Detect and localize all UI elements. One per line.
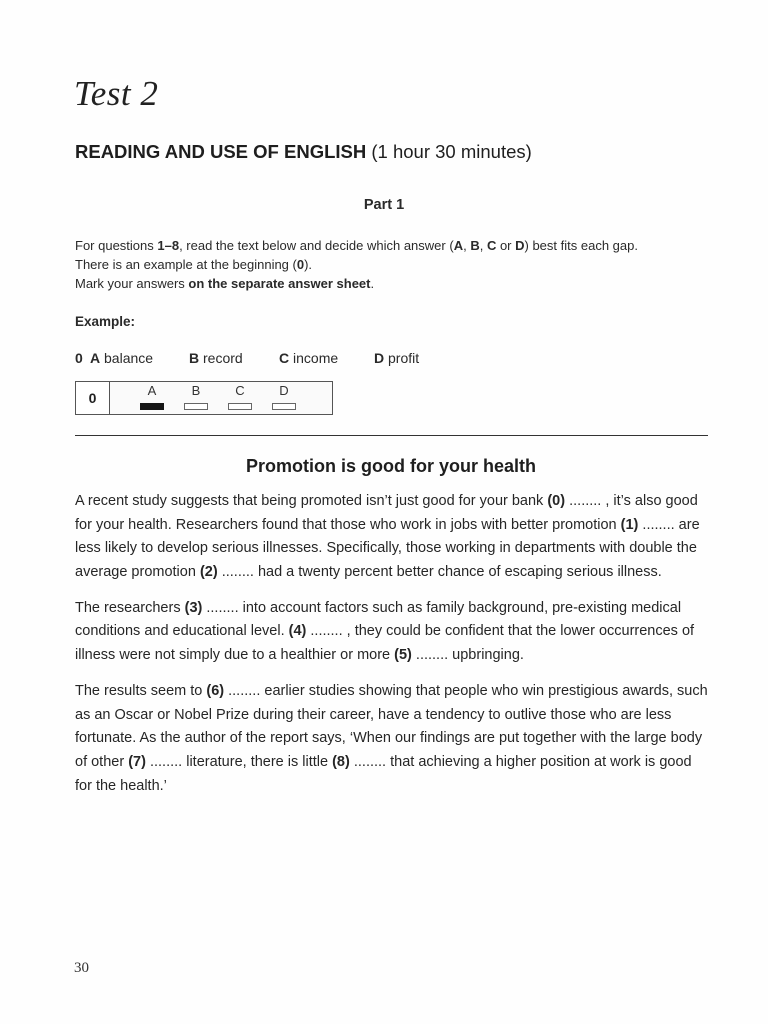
section-heading — [75, 141, 532, 163]
gap-number: (0) — [547, 493, 566, 509]
passage-text: ........ that achieving a higher position at work is good for the health.’ — [75, 753, 692, 794]
example-number-ref: 0 — [296, 257, 305, 272]
section-title: READING AND USE OF ENGLISH — [75, 141, 367, 162]
passage-text: ........ , it’s also good for your health. Researchers found that those who work in jobs with better promotion — [75, 493, 698, 533]
passage-title: Promotion is good for your health — [246, 456, 536, 476]
option-letter: A — [90, 350, 101, 366]
option-letter: B — [189, 350, 200, 366]
example-number-text: 0 — [75, 350, 83, 366]
instruction-text: ) best fits each gap. — [524, 238, 638, 253]
answer-sheet-note: on the separate answer sheet — [188, 276, 371, 291]
passage-text: A recent study suggests that being promoted isn’t just good for your bank — [75, 493, 548, 509]
option-letter: C — [279, 350, 290, 366]
passage-text: ........ into account factors such as family background, pre-existing medical conditions and educational level. — [75, 599, 682, 640]
instruction-text: , — [479, 238, 487, 253]
passage-text: ........ had a twenty percent better chance of escaping serious illness. — [217, 563, 662, 580]
passage-text: ........ earlier studies showing that people who win prestigious awards, such as an Oscar or Nobel Prize during their career, have a tendency to outlive those who are less fortunate. As the author of the report says, ‘When our findings are put together with the large body of other — [75, 683, 708, 770]
passage-text: ........ literature, there is little — [145, 753, 333, 770]
passage-paragraph — [75, 680, 711, 798]
part-label: Part 1 — [363, 197, 405, 213]
instruction-line-3 — [75, 274, 715, 293]
instruction-line-1 — [75, 236, 715, 255]
answer-mark-d — [272, 403, 296, 410]
answer-choice-c: C — [235, 383, 245, 398]
gap-number: (4) — [288, 623, 307, 640]
answer-choice-a: A — [147, 383, 157, 398]
passage-text: ........ are less likely to develop serious illnesses. Specifically, those working in departments with double the average promotion — [75, 516, 700, 580]
option-letter: D — [374, 350, 385, 366]
answer-choice-d: D — [279, 383, 289, 398]
passage-text: The researchers — [75, 599, 185, 616]
passage-text: The results seem to — [75, 683, 207, 700]
horizontal-divider — [75, 435, 708, 436]
instruction-text: ). — [304, 257, 313, 272]
option-text: income — [293, 350, 339, 366]
answer-choice-b: B — [191, 383, 201, 398]
instruction-line-2 — [75, 255, 715, 274]
option-text: profit — [388, 350, 420, 366]
option-letter-b: B — [470, 238, 480, 253]
example-option-b — [189, 350, 243, 366]
instruction-text: . — [370, 276, 375, 291]
question-range: 1–8 — [157, 238, 180, 253]
passage-paragraph — [75, 490, 711, 584]
example-option-c — [279, 350, 338, 366]
answer-grid-number: 0 — [76, 382, 110, 414]
page-number: 30 — [74, 960, 89, 976]
option-letter-a: A — [453, 238, 464, 253]
instruction-text: , read the text below and decide which answer ( — [179, 238, 454, 253]
answer-mark-a — [140, 403, 164, 410]
instruction-text: or — [496, 238, 516, 253]
example-answer-grid — [75, 381, 333, 415]
gap-number: (8) — [332, 753, 350, 770]
passage-text: ........ , they could be confident that the lower occurrences of illness were not simply due to a healthier or more — [75, 623, 695, 664]
gap-number: (1) — [620, 516, 639, 533]
instruction-text: There is an example at the beginning ( — [75, 257, 297, 272]
option-text: balance — [104, 350, 154, 366]
example-number — [75, 350, 83, 366]
example-option-a — [90, 350, 153, 366]
instruction-text: For questions — [75, 238, 158, 253]
instruction-text: Mark your answers — [75, 276, 189, 291]
test-title: Test 2 — [74, 74, 159, 113]
option-letter-c: C — [486, 238, 497, 253]
example-label: Example: — [75, 314, 136, 329]
answer-mark-b — [184, 403, 208, 410]
gap-number: (3) — [184, 599, 203, 616]
gap-number: (5) — [394, 647, 412, 664]
section-duration: (1 hour 30 minutes) — [371, 141, 532, 162]
instructions — [75, 236, 715, 293]
option-letter-d: D — [515, 238, 525, 253]
passage-text: ........ upbringing. — [411, 647, 524, 664]
passage-body — [75, 490, 711, 811]
example-option-d — [374, 350, 419, 366]
gap-number: (2) — [199, 563, 218, 580]
gap-number: (7) — [128, 753, 146, 770]
passage-paragraph — [75, 597, 711, 668]
answer-mark-c — [228, 403, 252, 410]
instruction-text: , — [463, 238, 471, 253]
option-text: record — [203, 350, 243, 366]
gap-number: (6) — [206, 683, 225, 700]
